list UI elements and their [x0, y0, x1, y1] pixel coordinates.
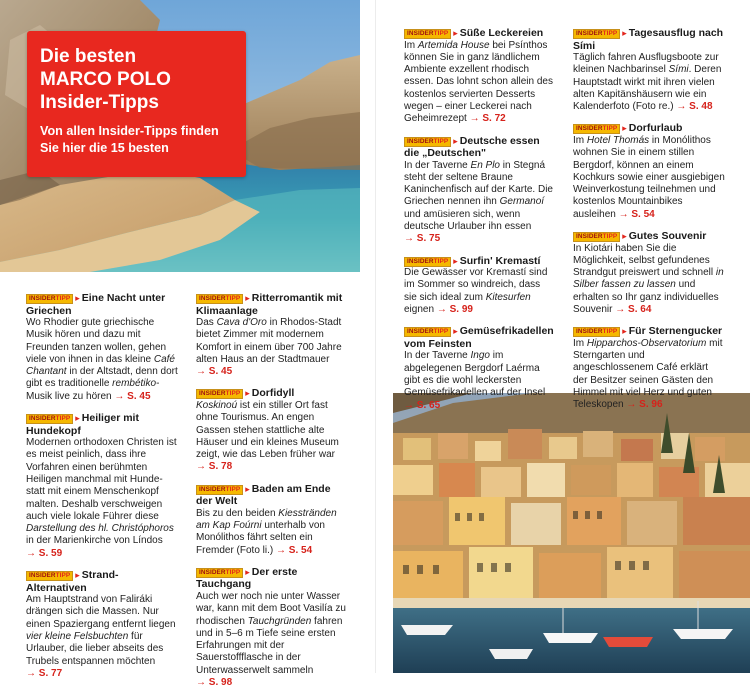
tip-heading [573, 230, 725, 243]
page-reference: → S. 65 [404, 399, 441, 411]
insider-tipp-badge: INSIDERTIPP [404, 29, 451, 39]
tips-column-1 [26, 292, 178, 689]
tip-dorfurlaub [573, 122, 725, 221]
insider-tipp-badge: INSIDERTIPP [573, 327, 620, 337]
tip-title: Süße Leckereien [459, 27, 544, 39]
insider-tipp-badge: INSIDERTIPP [404, 327, 451, 337]
tip-heading [573, 27, 725, 52]
page-reference: → S. 45 [196, 366, 233, 378]
page-reference: → S. 45 [114, 390, 151, 402]
tip-baden [196, 483, 348, 557]
tip-text: Täglich fahren Ausflugsboote zur kleinen Nachbarinsel Sími. Deren Hauptstadt wirkt mit ihren vielen alten Kapitänshäusern wie ein Kalenderfoto (Foto re.) → S. 48 [573, 52, 722, 113]
title-line-2: MARCO POLO [40, 69, 171, 90]
tip-title: Deutsche essen die „Deutschen" [404, 134, 540, 160]
arrow-right-icon: ▸ [622, 123, 627, 134]
tip-eine-nacht [26, 292, 178, 403]
tip-tauchgang [196, 566, 348, 689]
tip-text: In der Taverne En Plo in Stegná steht der seltene Braune Kaninchenfisch auf der Karte. Die Griechen nennen ihn Germanoí und amüsieren sich, wenn deutsche Urlauber ihn essen → S. 75 [404, 159, 553, 245]
page-reference: → S. 75 [404, 233, 441, 245]
tip-text: Die Gewässer vor Kremastí sind im Sommer so windreich, dass sie sich ideal zum Kitesurfen eignen → S. 99 [404, 267, 548, 316]
insider-tipp-badge: INSIDERTIPP [26, 414, 73, 424]
tip-title: Dorfidyll [251, 387, 295, 400]
page-reference: → S. 54 [276, 544, 313, 556]
arrow-right-icon: ▸ [622, 231, 627, 242]
insider-tipp-badge: INSIDERTIPP [573, 29, 620, 39]
tip-title: Eine Nacht unter Griechen [26, 292, 166, 317]
tip-text: Im Artemida House bei Psínthos können Sie in ganz ländlichem Ambiente exzellent rhodisch essen. Das lohnt schon allein des kostenlos servierten Desserts wegen – einer Leckerei nach Geheimrezept → S. 72 [404, 39, 553, 125]
page-reference: → S. 54 [618, 208, 655, 220]
tip-title: Strand-Alternativen [26, 569, 119, 594]
arrow-right-icon: ▸ [75, 570, 80, 581]
tip-heading [26, 412, 178, 437]
page-reference: → S. 72 [469, 113, 506, 125]
tip-heading [404, 255, 554, 268]
tip-title: Tagesausflug nach Sími [573, 27, 724, 52]
tip-heading [404, 135, 554, 160]
page-reference: → S. 77 [26, 667, 63, 679]
coast-photo [0, 0, 360, 272]
harbour-photo [393, 393, 750, 673]
tip-text: Koskinoú ist ein stiller Ort fast ohne Tourismus. An engen Gassen stehen stattliche alte Häuser und ein kleines Museum zeigt, wie das Leben früher war → S. 78 [196, 399, 339, 473]
tip-strand [26, 569, 178, 680]
tip-heiliger [26, 412, 178, 560]
tip-dorfidyll [196, 387, 348, 473]
tip-heading [573, 325, 725, 338]
page-reference: → S. 64 [615, 304, 652, 316]
tip-simi [573, 27, 725, 113]
tip-text: Im Hipparchos-Observatorium mit Sterngarten und angeschlossenem Café erklärt der Besitzer seinen Gästen den Himmel mit viel Herz und guten Teleskopen → S. 96 [573, 337, 723, 411]
tip-souvenir [573, 230, 725, 316]
title-box [27, 31, 246, 177]
tips-column-4 [573, 27, 725, 421]
page-reference: → S. 99 [436, 304, 473, 316]
tip-title: Dorfurlaub [628, 122, 683, 135]
tip-text: Bis zu den beiden Kiesstränden am Kap Foúrni unterhalb von Monólithos fährt selten ein Fremder (Foto li.) → S. 54 [196, 507, 337, 556]
tip-suesse [404, 27, 554, 126]
tip-heading [573, 122, 725, 135]
arrow-right-icon: ▸ [75, 413, 80, 424]
arrow-right-icon: ▸ [453, 28, 458, 38]
tip-deutsche [404, 135, 554, 246]
tip-title: Für Sternengucker [628, 325, 723, 338]
tip-title: Baden am Ende der Welt [196, 482, 331, 508]
subtitle-line-1: Von allen Insider-Tipps finden [40, 124, 219, 138]
tip-heading [196, 483, 348, 508]
tip-heading [404, 27, 554, 40]
arrow-right-icon: ▸ [622, 28, 627, 38]
tip-text: Wo Rhodier gute griechische Musik hören und dazu mit Freunden tanzen wollen, gehen viele von ihnen in das kleine Café Chantant in der Altstadt, denn dort gibt es traditionelle rembétiko-Musik live zu hören → S. 45 [26, 317, 178, 402]
page-reference: → S. 98 [196, 677, 233, 689]
arrow-right-icon: ▸ [453, 255, 458, 266]
tip-text: Am Hauptstrand von Faliráki drängen sich die Massen. Nur einen Spaziergang entfernt liegen vier kleine Felsbuchten für Urlauber, die lieber abseits des Trubels entspannen möchten → S. 77 [26, 594, 176, 679]
insider-tipp-badge: INSIDERTIPP [196, 568, 243, 578]
tip-title: Gutes Souvenir [628, 230, 707, 243]
tip-heading [26, 292, 178, 317]
tip-heading [196, 292, 348, 317]
tip-title: Surfin' Kremastí [459, 254, 541, 267]
tip-heading [196, 387, 348, 400]
arrow-right-icon: ▸ [245, 388, 250, 399]
page-reference: → S. 78 [196, 461, 233, 473]
subtitle-line-2: Sie hier die 15 besten [40, 140, 169, 155]
arrow-right-icon: ▸ [245, 483, 250, 494]
insider-tipp-badge: INSIDERTIPP [404, 257, 451, 267]
tip-text: Im Hotel Thomás in Monólithos wohnen Sie in einem stillen Bergdorf, können an einem Kochkurs sowie einer ausgiebigen Weinverkostung teilnehmen und kostenlos Mountainbikes ausleihen → S. 54 [573, 134, 725, 220]
tip-title: Ritterromantik mit Klimaanlage [196, 292, 343, 317]
page-reference: → S. 59 [26, 547, 63, 559]
insider-tipp-badge: INSIDERTIPP [573, 124, 620, 134]
insider-tipp-badge: INSIDERTIPP [26, 571, 73, 581]
tip-title: Heiliger mit Hundekopf [26, 412, 139, 437]
tip-ritter [196, 292, 348, 378]
title-line-3: Insider-Tipps [40, 92, 159, 113]
tip-title: Gemüsefrikadellen vom Feinsten [404, 325, 554, 350]
insider-tipp-badge: INSIDERTIPP [404, 137, 451, 147]
page-gutter [375, 0, 376, 673]
insider-tipp-badge: INSIDERTIPP [573, 232, 620, 242]
arrow-right-icon: ▸ [245, 566, 250, 577]
tip-text: Das Cava d'Oro in Rhodos-Stadt bietet Zimmer mit modernem Komfort in einem über 700 Jahre alten Haus an der Stadtmauer → S. 45 [196, 317, 342, 378]
tip-text: Auch wer noch nie unter Wasser war, kann mit dem Boot Vasilía zu rhodischen Tauchgründen fahren und in 5–6 m Tiefe seine ersten Erfahrungen mit der Sauerstoffflasche in der Unterwasserwelt sammeln → S. 98 [196, 590, 346, 689]
title-line-1: Die besten [40, 46, 137, 67]
tip-heading [26, 569, 178, 594]
insider-tipp-badge: INSIDERTIPP [196, 389, 243, 399]
arrow-right-icon: ▸ [453, 135, 458, 146]
tip-text: Modernen orthodoxen Christen ist es meist peinlich, dass ihre Vorfahren einen berühmten Heiligen manchmal mit Hunde- statt mit einem Menschenkopf malten. Deshalb verschweigen auch viele lokale Führer diese Darstellung des hl. Christóphoros in der Marienkirche von Líndos → S. 59 [26, 437, 177, 559]
tips-column-2 [196, 292, 348, 698]
tip-surfin [404, 255, 554, 317]
tip-text: In Kiotári haben Sie die Möglichkeit, selbst gefundenes Strandgut preiswert und schnell in Silber fassen zu lassen und erhalten so Ihr ganz individuelles Souvenir → S. 64 [573, 242, 724, 316]
tips-column-3 [404, 27, 554, 421]
arrow-right-icon: ▸ [453, 326, 458, 337]
arrow-right-icon: ▸ [622, 326, 627, 337]
tip-title: Der erste Tauchgang [196, 565, 298, 591]
tip-heading [404, 325, 554, 350]
insider-tipp-badge: INSIDERTIPP [26, 294, 73, 304]
page-reference: → S. 96 [626, 399, 663, 411]
tip-gemuese [404, 325, 554, 411]
arrow-right-icon: ▸ [75, 293, 80, 303]
tip-text: In der Taverne Ingo im abgelegenen Bergdorf Laérma gibt es die wohl leckersten Gemüsefrikadellen auf der Insel → S. 65 [404, 350, 546, 411]
page-reference: → S. 48 [676, 101, 713, 113]
insider-tipp-badge: INSIDERTIPP [196, 294, 243, 304]
tip-sternengucker [573, 325, 725, 411]
arrow-right-icon: ▸ [245, 293, 250, 303]
tip-heading [196, 566, 348, 591]
insider-tipp-badge: INSIDERTIPP [196, 485, 243, 495]
